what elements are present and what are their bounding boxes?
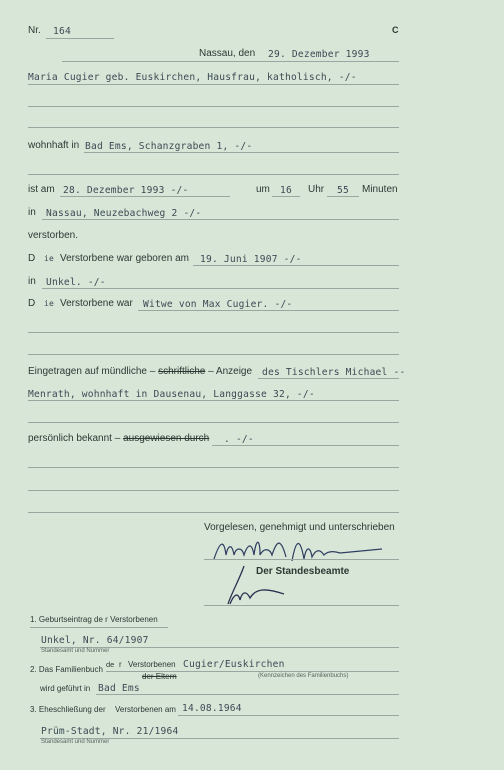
rule-3 [28,127,399,128]
report-label [28,366,252,377]
marriage-date: 14.08.1964 [182,703,242,714]
identity-value: . -/- [224,434,254,445]
family-book-place: Bad Ems [98,683,140,694]
marriage-entry-value: Prüm-Stadt, Nr. 21/1964 [41,726,179,737]
reporter-line-1: des Tischlers Michael -- [262,367,406,378]
family-book-place-underline [96,694,399,695]
rule-6 [28,354,399,355]
status-label: Verstorbene war [60,298,133,309]
report-underline-2 [28,400,399,401]
birth-label: Verstorbene war geboren am [60,253,189,264]
footer-item2-de: de [106,660,115,669]
footer-item2-label: 2. Das Familienbuch [30,665,103,674]
reporter-signature-line [204,559,399,560]
identity-label-1: persönlich bekannt – [28,433,121,444]
form-letter: C [392,25,399,35]
standesamt-label-1: Standesamt und Nummer [41,648,110,654]
document-date: 29. Dezember 1993 [268,49,370,60]
status-ie: ie [44,299,55,308]
residence-label: wohnhaft in [28,140,80,151]
birth-place-underline [42,288,399,289]
identity-struck: ausgewiesen durch [123,433,210,444]
minuten-label: Minuten [362,184,398,195]
closing-read-label: Vorgelesen, genehmigt und unterschrieben [204,522,395,533]
report-underline-1 [258,378,399,379]
place-date-label: Nassau, den [199,48,256,59]
report-label-2: – Anzeige [208,366,253,377]
reporter-line-2: Menrath, wohnhaft in Dausenau, Langgasse 32, -/- [28,389,315,400]
death-hour: 16 [280,185,292,196]
identity-underline [212,445,399,446]
footer-item1-label [30,615,158,624]
birth-date-underline [193,265,399,266]
rule-8 [28,467,399,468]
nr-label: Nr. [28,25,41,36]
death-minutes: 55 [337,185,349,196]
footer-item2-label2: wird geführt in [40,684,91,693]
family-book-value: Cugier/Euskirchen [183,659,285,670]
footer-item1-label-a: 1. Geburtseintrag de [30,615,103,624]
report-label-1: Eingetragen auf mündliche – [28,366,156,377]
footer-item2-r: r [119,660,122,669]
birth-d-label: D [28,253,36,264]
um-label: um [256,184,270,195]
rule-1 [28,84,399,85]
footer-item3-label2: Verstorbenen am [115,705,176,714]
death-date-underline [60,196,230,197]
death-place-underline [42,219,399,220]
birth-place-label: in [28,276,36,287]
deceased-name: Maria Cugier geb. Euskirchen, Hausfrau, katholisch, -/- [28,72,357,83]
date-underline [62,61,399,62]
marriage-date-underline [178,715,399,716]
residence-underline [84,152,399,153]
rule-2 [28,106,399,107]
family-book-hint: (Kennzeichen des Familienbuchs) [258,673,349,679]
footer-item1-label-b: Verstorbenen [110,615,158,624]
rule-9 [28,490,399,491]
footer-item3-label: 3. Eheschließung der [30,705,106,714]
death-date-label: ist am [28,184,55,195]
death-date: 28. Dezember 1993 -/- [63,185,189,196]
birth-place: Unkel. -/- [46,277,106,288]
hour-underline [272,196,300,197]
residence-value: Bad Ems, Schanzgraben 1, -/- [85,141,253,152]
reporter-signature [200,533,390,565]
standesamt-label-2: Standesamt und Nummer [41,739,110,745]
identity-label [28,433,209,444]
rule-5 [28,332,399,333]
official-signature-line [204,605,399,606]
rule-7 [28,422,399,423]
footer-item2-mid: Verstorbenen [128,660,176,669]
official-signature [222,564,302,608]
rule-10 [28,512,399,513]
death-place: Nassau, Neuzebachweg 2 -/- [46,208,202,219]
footer-item1-r: r [105,615,108,624]
footer-item1-underline [30,627,168,628]
rule-4 [28,174,399,175]
uhr-label: Uhr [308,184,325,195]
minutes-underline [327,196,359,197]
birth-ie: ie [44,254,55,263]
nr-underline [46,38,114,39]
report-struck: schriftliche [158,366,206,377]
birth-entry-value: Unkel, Nr. 64/1907 [41,635,149,646]
status-d-label: D [28,298,36,309]
birth-date: 19. Juni 1907 -/- [200,254,302,265]
nr-value: 164 [53,26,71,37]
verstorben-label: verstorben. [28,230,79,241]
death-place-label: in [28,207,36,218]
status-value: Witwe von Max Cugier. -/- [143,299,293,310]
official-label: Der Standesbeamte [256,566,350,577]
status-underline [138,310,399,311]
footer-item2-struck: der Eltern [142,672,177,681]
